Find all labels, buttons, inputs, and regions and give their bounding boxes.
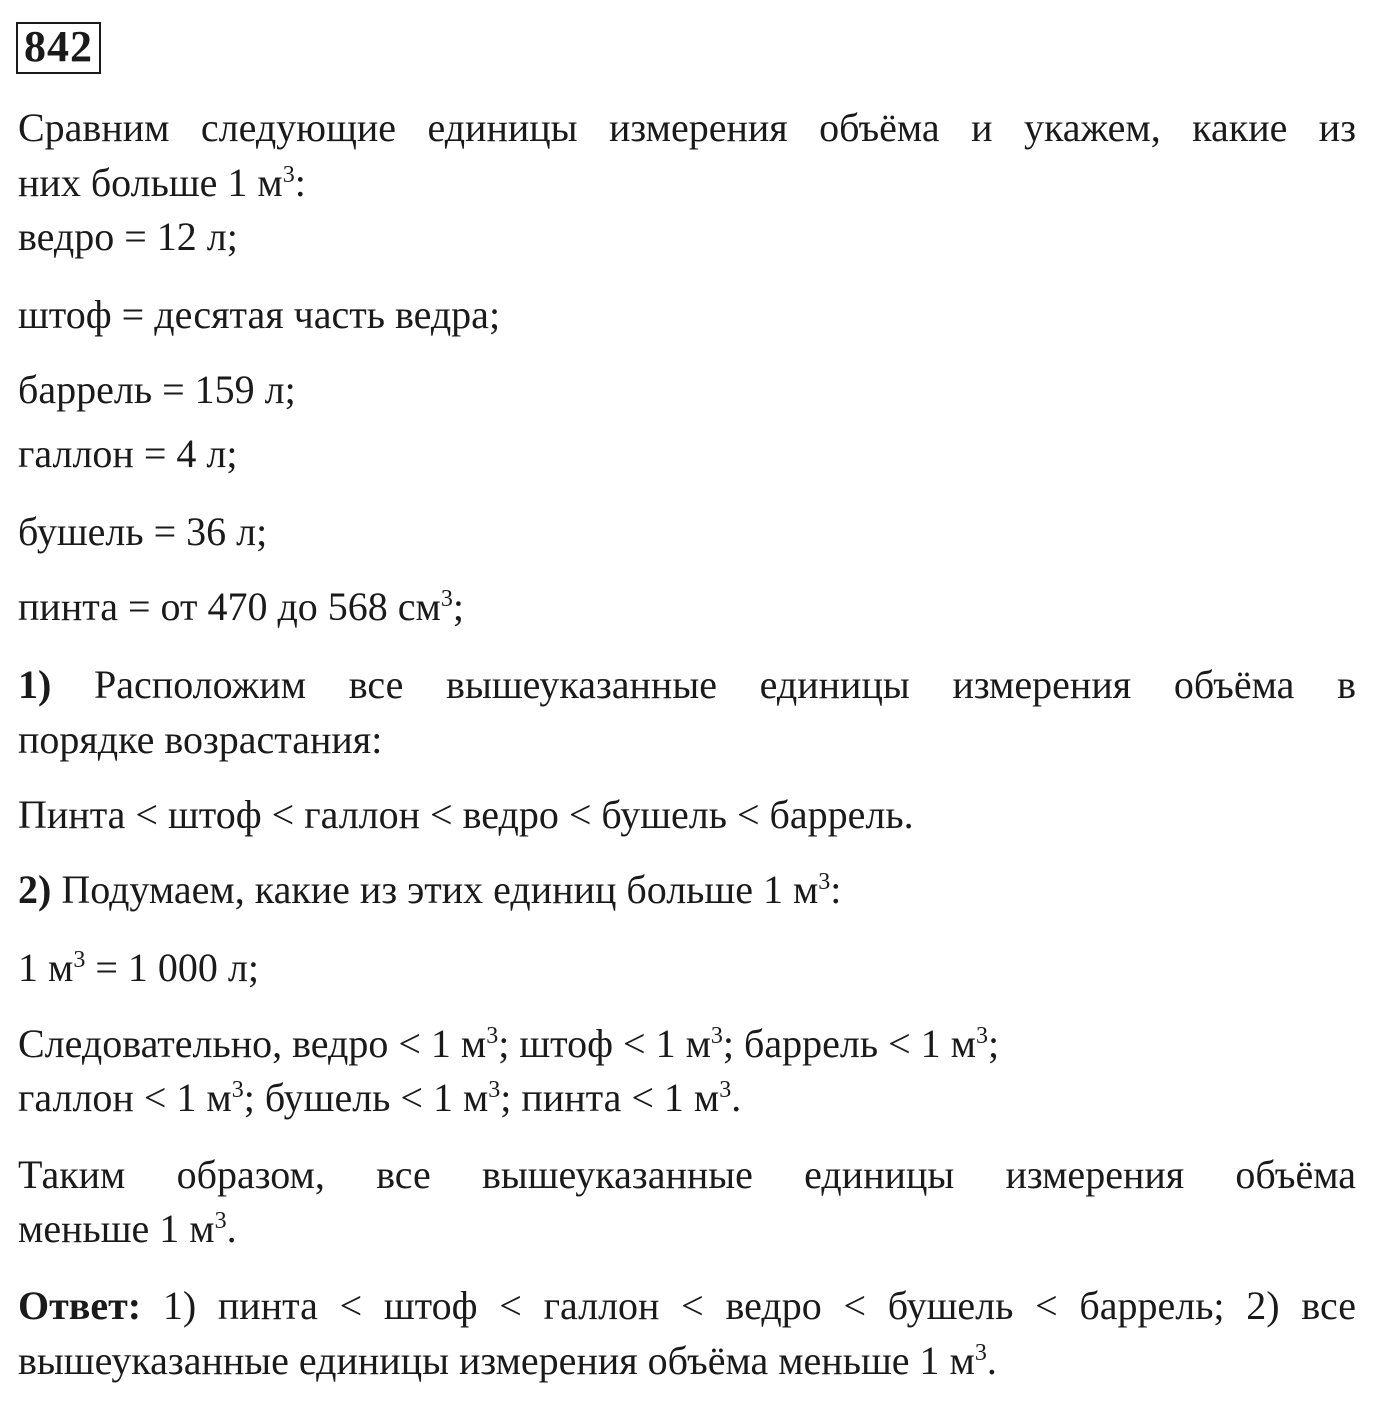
step2-line xyxy=(18,863,1356,917)
intro-line-2 xyxy=(18,156,1356,210)
conclusion-part: Следовательно, ведро < 1 м xyxy=(18,1021,487,1066)
conclusion-line-1 xyxy=(18,1017,1356,1071)
summary-line-1: Таким образом, все вышеуказанные единицы измерения объёма xyxy=(18,1152,1356,1197)
conclusion-part: ; xyxy=(987,1021,1000,1066)
summary-text: меньше 1 м xyxy=(18,1206,215,1251)
step2-text: Подумаем, какие из этих единиц больше 1 м xyxy=(61,867,819,912)
eq-right: = 1 000 л; xyxy=(85,945,259,990)
exponent: 3 xyxy=(231,1077,244,1103)
step1-text: Расположим все вышеуказанные единицы измерения объёма в xyxy=(94,662,1357,707)
exponent: 3 xyxy=(710,1023,723,1049)
conclusion-part: ; бушель < 1 м xyxy=(243,1075,489,1120)
unit-shtof: штоф = десятая часть ведра; xyxy=(18,292,501,337)
conclusion-part: галлон < 1 м xyxy=(18,1075,232,1120)
conclusion-part: . xyxy=(731,1075,742,1120)
exponent: 3 xyxy=(282,162,295,188)
unit-bucket: ведро = 12 л; xyxy=(18,214,238,259)
exponent: 3 xyxy=(975,1023,988,1049)
exponent: 3 xyxy=(214,1208,227,1234)
answer-label: Ответ: xyxy=(18,1283,142,1328)
exponent: 3 xyxy=(440,586,453,612)
answer-text: 1) пинта < штоф < галлон < ведро < бушель < баррель; 2) все xyxy=(141,1283,1356,1328)
exponent: 3 xyxy=(73,947,86,973)
answer-line-1 xyxy=(18,1279,1356,1333)
exponent: 3 xyxy=(974,1340,987,1366)
pint-tail: ; xyxy=(452,584,464,629)
step1-line-2: порядке возрастания: xyxy=(18,717,383,762)
exponent: 3 xyxy=(719,1077,732,1103)
intro-tail: : xyxy=(294,160,306,205)
summary-tail: . xyxy=(226,1206,237,1251)
answer-line-2 xyxy=(18,1334,1356,1388)
unit-pint xyxy=(18,580,1356,634)
unit-bushel: бушель = 36 л; xyxy=(18,509,268,554)
step2-label: 2) xyxy=(18,867,52,912)
intro-line-1: Сравним следующие единицы измерения объёма и укажем, какие из xyxy=(18,105,1356,150)
cubic-meter-equation xyxy=(18,941,1356,995)
exponent: 3 xyxy=(818,869,831,895)
conclusion-part: ; пинта < 1 м xyxy=(500,1075,720,1120)
answer-text-2: вышеуказанные единицы измерения объёма меньше 1 м xyxy=(18,1338,975,1383)
intro-text: них больше 1 м xyxy=(18,160,283,205)
unit-gallon: галлон = 4 л; xyxy=(18,431,238,476)
conclusion-line-2 xyxy=(18,1071,1356,1125)
answer-tail: . xyxy=(986,1338,997,1383)
pint-text: пинта = от 470 до 568 см xyxy=(18,584,441,629)
exponent: 3 xyxy=(486,1023,499,1049)
order-line: Пинта < штоф < галлон < ведро < бушель < баррель. xyxy=(18,792,914,837)
eq-left: 1 м xyxy=(18,945,74,990)
step1-label: 1) xyxy=(18,662,52,707)
summary-line-2 xyxy=(18,1202,1356,1256)
unit-barrel: баррель = 159 л; xyxy=(18,367,296,412)
step1-line-1 xyxy=(18,658,1356,712)
problem-number: 842 xyxy=(16,22,101,74)
step2-tail: : xyxy=(830,867,842,912)
exponent: 3 xyxy=(488,1077,501,1103)
conclusion-part: ; штоф < 1 м xyxy=(498,1021,711,1066)
conclusion-part: ; баррель < 1 м xyxy=(722,1021,976,1066)
